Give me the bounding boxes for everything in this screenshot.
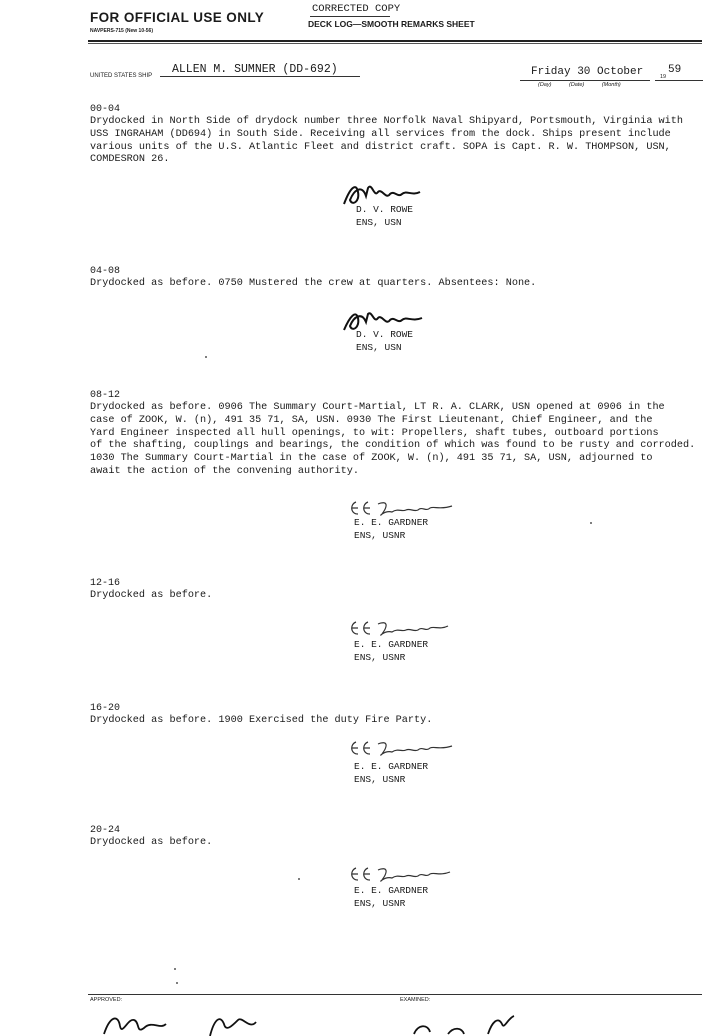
- entry-text: Drydocked as before.: [90, 590, 213, 601]
- scan-speck: [176, 982, 178, 984]
- signer-name: E. E. GARDNER: [354, 639, 429, 650]
- corrected-copy-stamp: CORRECTED COPY: [312, 3, 401, 15]
- ship-name: ALLEN M. SUMNER (DD-692): [172, 63, 338, 76]
- signer-name: E. E. GARDNER: [354, 885, 429, 896]
- header-rule-thin: [88, 43, 702, 44]
- ship-label: UNITED STATES SHIP: [90, 73, 153, 79]
- year-line: [655, 80, 703, 81]
- year-prefix: 19: [660, 74, 667, 80]
- gardner-signature: [348, 738, 458, 760]
- gardner-signature: [348, 864, 458, 886]
- entry-text: Drydocked in North Side of drydock number three Norfolk Naval Shipyard, Portsmouth, Virginia with USS INGRAHAM (DD694) in South Side. Receiving all services from the dock. Ships present include various units of the U.S. Atlantic Fleet and district craft. SOPA is Capt. R. W. THOMPSON, USN, COMDESRON 26.: [90, 116, 684, 166]
- entry-text: Drydocked as before. 1900 Exercised the duty Fire Party.: [90, 715, 433, 726]
- watch-heading: 12-16: [90, 578, 121, 589]
- gardner-signature: [348, 618, 458, 640]
- form-number: NAVPERS-715 (New 10-56): [90, 28, 153, 34]
- signer-rank: ENS, USN: [356, 217, 402, 228]
- scan-speck: [590, 522, 592, 524]
- official-use-heading: FOR OFFICIAL USE ONLY: [90, 10, 265, 25]
- watch-heading: 16-20: [90, 703, 121, 714]
- scan-speck: [298, 878, 300, 880]
- month-label: (Month): [601, 82, 621, 88]
- entry-text: Drydocked as before. 0750 Mustered the crew at quarters. Absentees: None.: [90, 278, 537, 289]
- approver-signature: [100, 1010, 270, 1036]
- watch-heading: 20-24: [90, 825, 121, 836]
- ship-name-line: [160, 76, 360, 77]
- scan-speck: [174, 968, 176, 970]
- signer-name: E. E. GARDNER: [354, 517, 429, 528]
- signer-name: D. V. ROWE: [356, 204, 414, 215]
- signer-rank: ENS, USNR: [354, 530, 406, 541]
- log-date: Friday 30 October: [531, 66, 644, 78]
- date-label: (Date): [568, 82, 585, 88]
- stamp-underline: [310, 16, 390, 17]
- date-line: [520, 80, 650, 81]
- examiner-signature: [408, 1012, 528, 1036]
- approved-label: APPROVED:: [90, 997, 123, 1003]
- signer-rank: ENS, USNR: [354, 898, 406, 909]
- signer-name: D. V. ROWE: [356, 329, 414, 340]
- examined-label: EXAMINED:: [400, 997, 431, 1003]
- watch-heading: 08-12: [90, 390, 121, 401]
- footer-rule: [88, 994, 702, 995]
- entry-text: Drydocked as before. 0906 The Summary Court-Martial, LT R. A. CLARK, USN opened at 0906 in the case of ZOOK, W. (n), 491 35 71, SA, USN. 0930 The First Lieutenant, Chief Engineer, and the Yard Engineer inspected all hull openings, to wit: Propellers, shaft tubes, outboard portions of the shafting, couplings and bearings, the condition of which was found to be rusty and corroded. 1030 The Summary Court-Martial in the case of ZOOK, W. (n), 491 35 71, SA, USN, adjourned to await the action of the convening authority.: [90, 402, 696, 477]
- form-title: DECK LOG—SMOOTH REMARKS SHEET: [308, 19, 475, 29]
- header-rule: [88, 40, 702, 42]
- date-sublabels: [538, 82, 637, 88]
- day-label: (Day): [538, 82, 552, 88]
- signer-rank: ENS, USN: [356, 342, 402, 353]
- entry-text: Drydocked as before.: [90, 837, 213, 848]
- scan-speck: [205, 356, 207, 358]
- watch-heading: 04-08: [90, 266, 121, 277]
- signer-rank: ENS, USNR: [354, 774, 406, 785]
- signer-name: E. E. GARDNER: [354, 761, 429, 772]
- watch-heading: 00-04: [90, 104, 121, 115]
- signer-rank: ENS, USNR: [354, 652, 406, 663]
- log-year: 59: [668, 64, 682, 76]
